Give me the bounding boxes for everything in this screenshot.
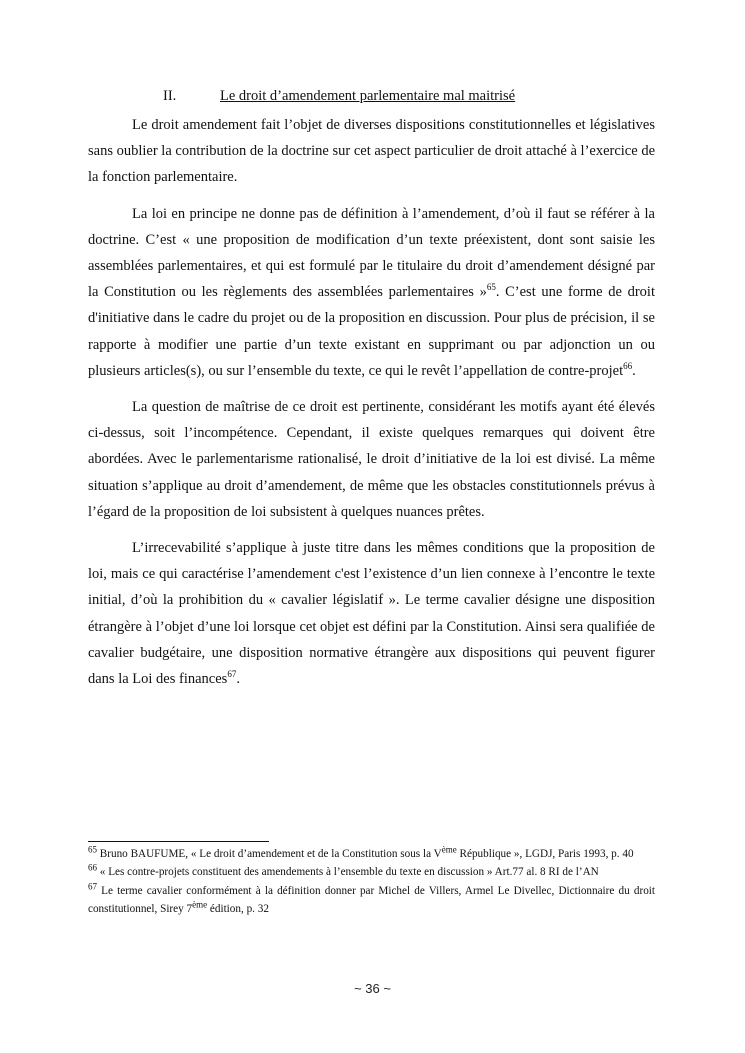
paragraph-3-text: La question de maîtrise de ce droit est pertinente, considérant les motifs ayant été élevés ci-dessus, soit l’incompétence. Cependant, il existe quelques remarques qui doivent être abordées. Avec le parlementarisme rationalisé, le droit d’initiative de la loi est divisé. La même situation s’applique au droit d’amendement, de même que les obstacles constitutionnels prévus à l’égard de la proposition de loi subsistent à quelques nuances prêtes.	[88, 399, 655, 520]
paragraph-3	[88, 394, 655, 525]
paragraph-1	[88, 112, 655, 191]
body-text	[88, 112, 655, 702]
section-title: Le droit d’amendement parlementaire mal maitrisé	[220, 88, 516, 104]
footnote-number: 67	[88, 881, 97, 892]
footnote-text: Bruno BAUFUME, « Le droit d’amendement et de la Constitution sous la V	[97, 848, 442, 860]
footnote-text-cont: République », LGDJ, Paris 1993, p. 40	[456, 848, 634, 860]
footnote-superscript: ème	[192, 899, 208, 910]
footnote-number: 65	[88, 844, 97, 855]
footnote-ref-67[interactable]: 67	[227, 669, 237, 680]
footnote-text: « Les contre-projets constituent des amendements à l’ensemble du texte en discussion » Art.77 al. 8 RI de l’AN	[97, 866, 599, 879]
paragraph-1-text: Le droit amendement fait l’objet de diverses dispositions constitutionnelles et législatives sans oublier la contribution de la doctrine sur cet aspect particulier de droit attaché à l’exercice de la fonction parlementaire.	[88, 117, 655, 186]
section-heading	[163, 88, 515, 105]
footnotes	[88, 845, 655, 919]
footnote-superscript: ème	[441, 844, 457, 855]
page-number: ~ 36 ~	[354, 981, 391, 996]
footnote-ref-66[interactable]: 66	[623, 361, 633, 371]
paragraph-4-text-b: .	[236, 671, 240, 688]
footnote-separator	[88, 841, 269, 842]
paragraph-2-text-a: La loi en principe ne donne pas de définition à l’amendement, d’où il faut se référer à la doctrine. C’est « une proposition de modification d’un texte préexistent, dont sont saisie les assemblées parlementaires, et qui est formulé par le titulaire du droit d’amendement désigné par la Constitution ou les règlements des assemblées parlementaires »	[88, 205, 655, 301]
paragraph-2	[88, 201, 655, 384]
section-number: II.	[163, 88, 177, 104]
paragraph-2-text-c: .	[632, 362, 636, 379]
footnote-text: Le terme cavalier conformément à la définition donner par Michel de Villers, Armel Le Divellec, Dictionnaire du droit constitutionnel, Sirey 7	[88, 884, 655, 916]
paragraph-4-text-a: L’irrecevabilité s’applique à juste titre dans les mêmes conditions que la proposition de loi, mais ce qui caractérise l’amendement c'est l’existence d’un lien connexe à l’encontre le texte initial, d’où la prohibition du « cavalier législatif ». Le terme cavalier désigne une disposition étrangère à l’objet d’une loi lorsque cet objet est défini par la Constitution. Ainsi sera qualifiée de cavalier budgétaire, une disposition normative étrangère aux dispositions qui peuvent figurer dans la Loi des finances	[88, 540, 655, 688]
footnote-65	[88, 845, 655, 863]
footnote-66	[88, 863, 655, 881]
paragraph-2-text-b: . C’est une forme de droit d'initiative dans le cadre du projet ou de la proposition en discussion. Pour plus de précision, il se rapporte à modifier une partie d’un texte existant en supprimant ou par adjonction un ou plusieurs articles(s), ou sur l’ensemble du texte, ce qui le revêt l’appellation de contre-projet	[88, 284, 655, 379]
footnote-67	[88, 882, 655, 919]
footnote-ref-65[interactable]: 65	[486, 282, 496, 293]
footnote-text-cont: édition, p. 32	[207, 903, 269, 916]
paragraph-4	[88, 535, 655, 692]
footnote-number: 66	[88, 862, 97, 873]
